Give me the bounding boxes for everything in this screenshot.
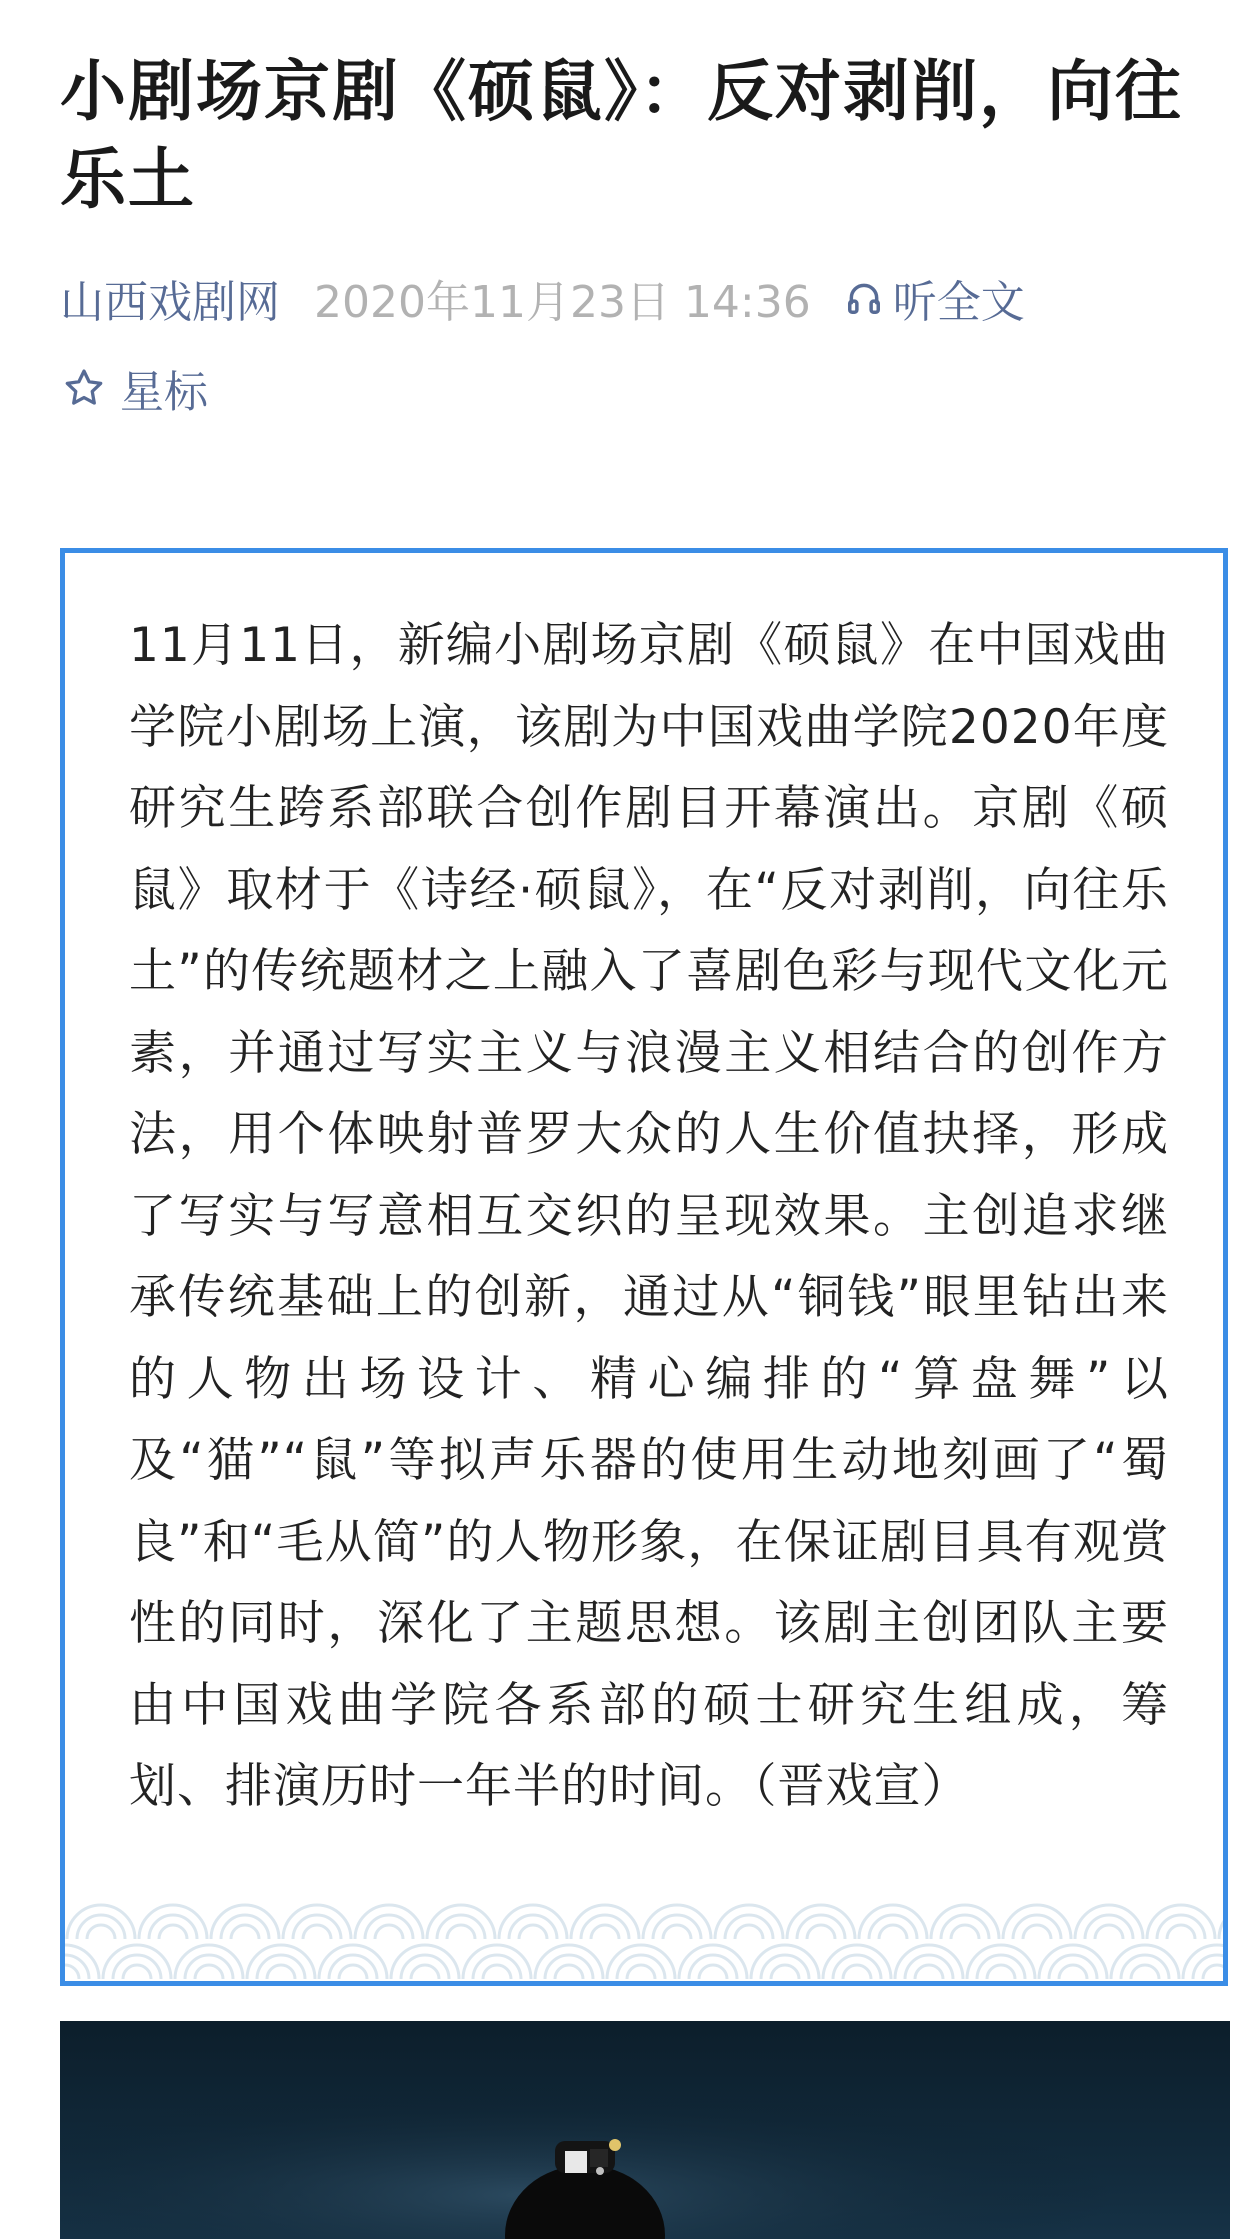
- wave-pattern-decoration: [65, 1899, 1223, 1981]
- listen-full-text-button[interactable]: [845, 266, 1025, 330]
- article-meta: [60, 270, 1025, 326]
- intro-paragraph: 11月11日，新编小剧场京剧《硕鼠》在中国戏曲学院小剧场上演，该剧为中国戏曲学院2020年度研究生跨系部联合创作剧目开幕演出。京剧《硕鼠》取材于《诗经·硕鼠》，在“反对剥削，向往乐土”的传统题材之上融入了喜剧色彩与现代文化元素，并通过写实主义与浪漫主义相结合的创作方法，用个体映射普罗大众的人生价值抉择，形成了写实与写意相互交织的呈现效果。主创追求继承传统基础上的创新，通过从“铜钱”眼里钻出来的人物出场设计、精心编排的“算盘舞”以及“猫”“鼠”等拟声乐器的使用生动地刻画了“蜀良”和“毛从简”的人物形象，在保证剧目具有观赏性的同时，深化了主题思想。该剧主创团队主要由中国戏曲学院各系部的硕士研究生组成，筹划、排演历时一年半的时间。（晋戏宣）: [129, 618, 1169, 1814]
- star-label: 星标: [120, 367, 208, 418]
- article-title: 小剧场京剧《硕鼠》：反对剥削，向往乐土: [60, 53, 1183, 218]
- star-button[interactable]: [62, 360, 208, 416]
- publish-datetime: 2020年11月23日 14:36: [314, 277, 811, 328]
- stage-performer-image: [60, 2021, 1230, 2239]
- listen-label: 听全文: [892, 277, 1025, 328]
- intro-card: [60, 548, 1228, 1986]
- star-outline-icon: [62, 366, 106, 410]
- headphones-icon: [845, 279, 883, 317]
- stage-photo[interactable]: [60, 2021, 1230, 2239]
- source-account-link[interactable]: 山西戏剧网: [60, 277, 280, 328]
